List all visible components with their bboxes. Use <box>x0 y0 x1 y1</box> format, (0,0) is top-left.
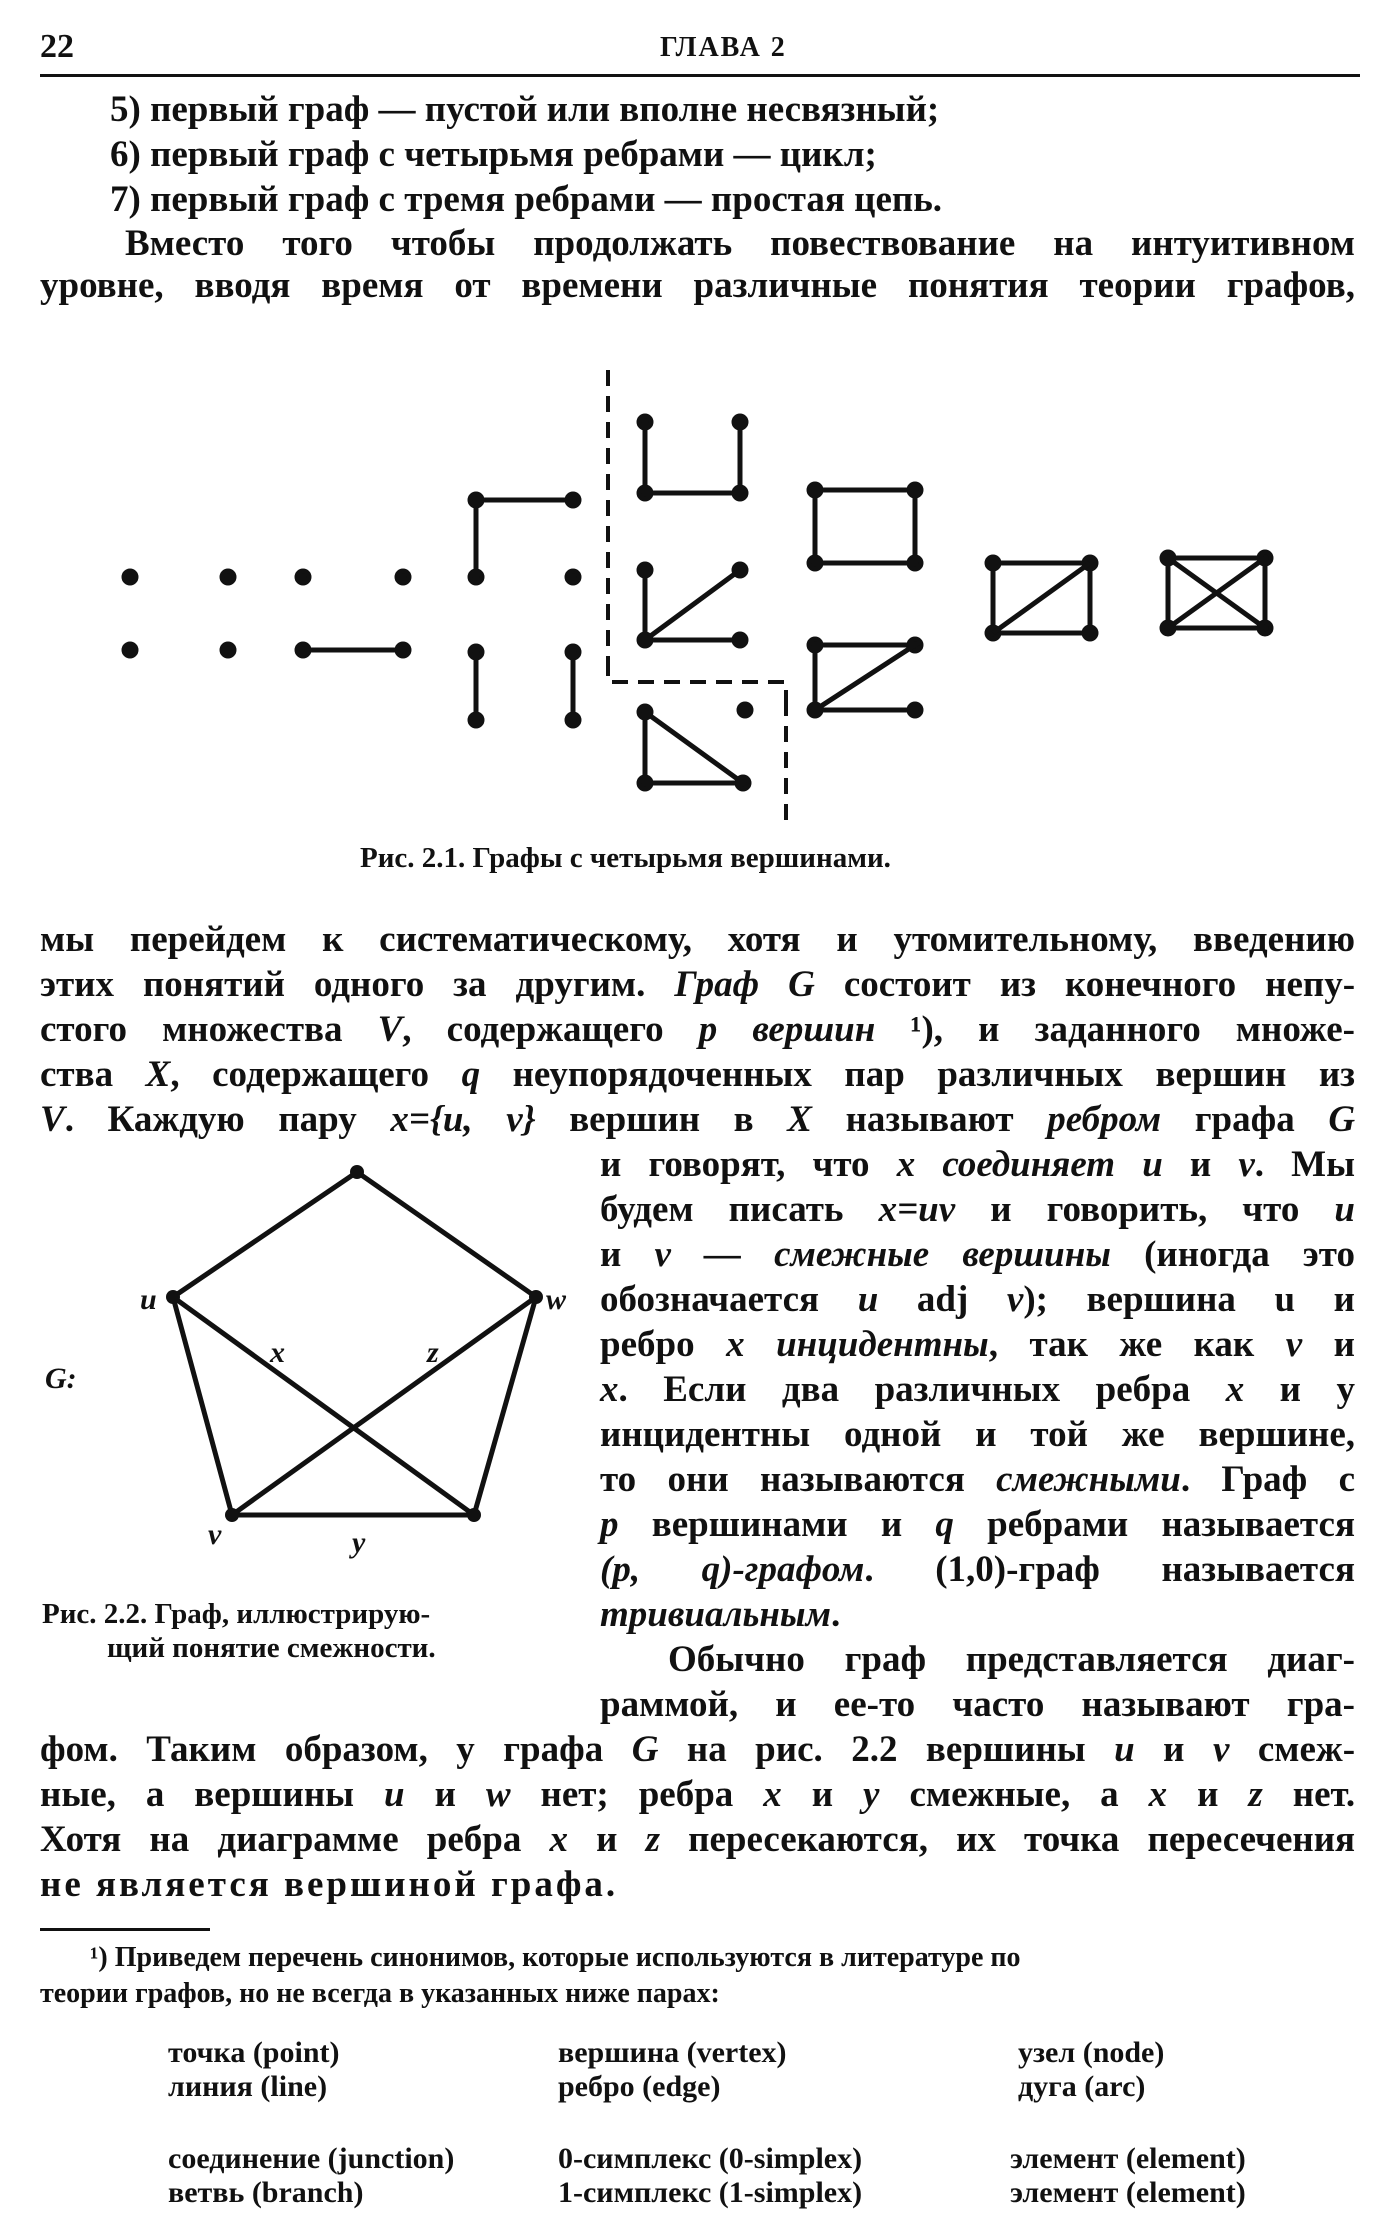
paragraph-line: Обычно граф представляется диаг- <box>668 1639 1355 1680</box>
synonym-cell: дуга (arc) <box>1018 2070 1146 2103</box>
paragraph-line: уровне, вводя время от времени различные понятия теории графов, <box>40 265 1355 306</box>
paragraph-line: x. Если два различных ребра x и y <box>600 1369 1355 1410</box>
paragraph-line: мы перейдем к систематическому, хотя и утомительному, введению <box>40 919 1355 960</box>
list-item: 6) первый граф с четырьмя ребрами — цикл; <box>110 134 877 175</box>
edge-label-x: x <box>270 1336 285 1369</box>
synonym-cell: элемент (element) <box>1010 2176 1246 2209</box>
page-number: 22 <box>40 28 74 65</box>
edge-label-y: y <box>352 1526 366 1559</box>
synonym-cell: 0-симплекс (0-simplex) <box>558 2142 863 2175</box>
vertex-label-w: w <box>546 1283 567 1316</box>
paragraph-line: обозначается u adj v); вершина u и <box>600 1279 1356 1320</box>
footnote-rule <box>40 1928 210 1931</box>
footnote-line: теории графов, но не всегда в указанных ниже парах: <box>40 1978 720 2009</box>
paragraph-line: и говорят, что x соединяет u и v. Мы <box>600 1144 1355 1185</box>
vertex-label-v: v <box>208 1518 222 1551</box>
chapter-title: ГЛАВА 2 <box>660 32 787 63</box>
graph-label: G: <box>45 1362 77 1395</box>
vertex-label-u: u <box>140 1283 157 1316</box>
paragraph-line: ные, а вершины u и w нет; ребра x и y смежные, а x и z нет. <box>40 1774 1356 1815</box>
paragraph-line: тривиальным. <box>600 1594 841 1635</box>
paragraph-line: фом. Таким образом, у графа G на рис. 2.2 вершины u и v смеж- <box>40 1729 1356 1770</box>
synonym-cell: точка (point) <box>168 2036 340 2069</box>
paragraph-line: Хотя на диаграмме ребра x и z пересекаются, их точка пересечения <box>40 1819 1356 1860</box>
paragraph-line: не является вершиной графа. <box>40 1864 619 1905</box>
paragraph-line: стого множества V, содержащего p вершин ¹), и заданного множе- <box>40 1009 1355 1050</box>
paragraph-line: p вершинами и q ребрами называется <box>600 1504 1355 1545</box>
footnote-line: ¹) Приведем перечень синонимов, которые используются в литературе по <box>90 1942 1021 1973</box>
paragraph-line: Вместо того чтобы продолжать повествование на интуитивном <box>125 223 1355 264</box>
paragraph-line: ребро x инцидентны, так же как v и <box>600 1324 1355 1365</box>
edge-label-z: z <box>427 1336 439 1369</box>
paragraph-line: то они называются смежными. Граф с <box>600 1459 1355 1500</box>
synonym-cell: ребро (edge) <box>558 2070 721 2103</box>
synonym-cell: линия (line) <box>168 2070 328 2103</box>
paragraph-line: V. Каждую пару x={u, v} вершин в X называют ребром графа G <box>40 1099 1356 1140</box>
figure-caption: Рис. 2.2. Граф, иллюстрирую- <box>42 1598 431 1630</box>
paragraph-line: ства X, содержащего q неупорядоченных пар различных вершин из <box>40 1054 1356 1095</box>
paragraph-line: этих понятий одного за другим. Граф G состоит из конечного непу- <box>40 964 1356 1005</box>
list-item: 5) первый граф — пустой или вполне несвязный; <box>110 89 940 130</box>
figure-caption: Рис. 2.1. Графы с четырьмя вершинами. <box>360 842 891 874</box>
synonym-cell: узел (node) <box>1018 2036 1165 2069</box>
paragraph-line: (p, q)-графом. (1,0)-граф называется <box>600 1549 1355 1590</box>
paragraph-line: инцидентны одной и той же вершине, <box>600 1414 1355 1455</box>
paragraph-line: раммой, и ее-то часто называют гра- <box>600 1684 1355 1725</box>
synonym-cell: 1-симплекс (1-simplex) <box>558 2176 863 2209</box>
paragraph-line: и v — смежные вершины (иногда это <box>600 1234 1355 1275</box>
synonym-cell: ветвь (branch) <box>168 2176 364 2209</box>
paragraph-line: будем писать x=uv и говорить, что u <box>600 1189 1355 1230</box>
synonym-cell: элемент (element) <box>1010 2142 1246 2175</box>
list-item: 7) первый граф с тремя ребрами — простая цепь. <box>110 179 943 220</box>
synonym-cell: вершина (vertex) <box>558 2036 787 2069</box>
synonym-cell: соединение (junction) <box>168 2142 455 2175</box>
figure-caption: щий понятие смежности. <box>107 1632 436 1664</box>
